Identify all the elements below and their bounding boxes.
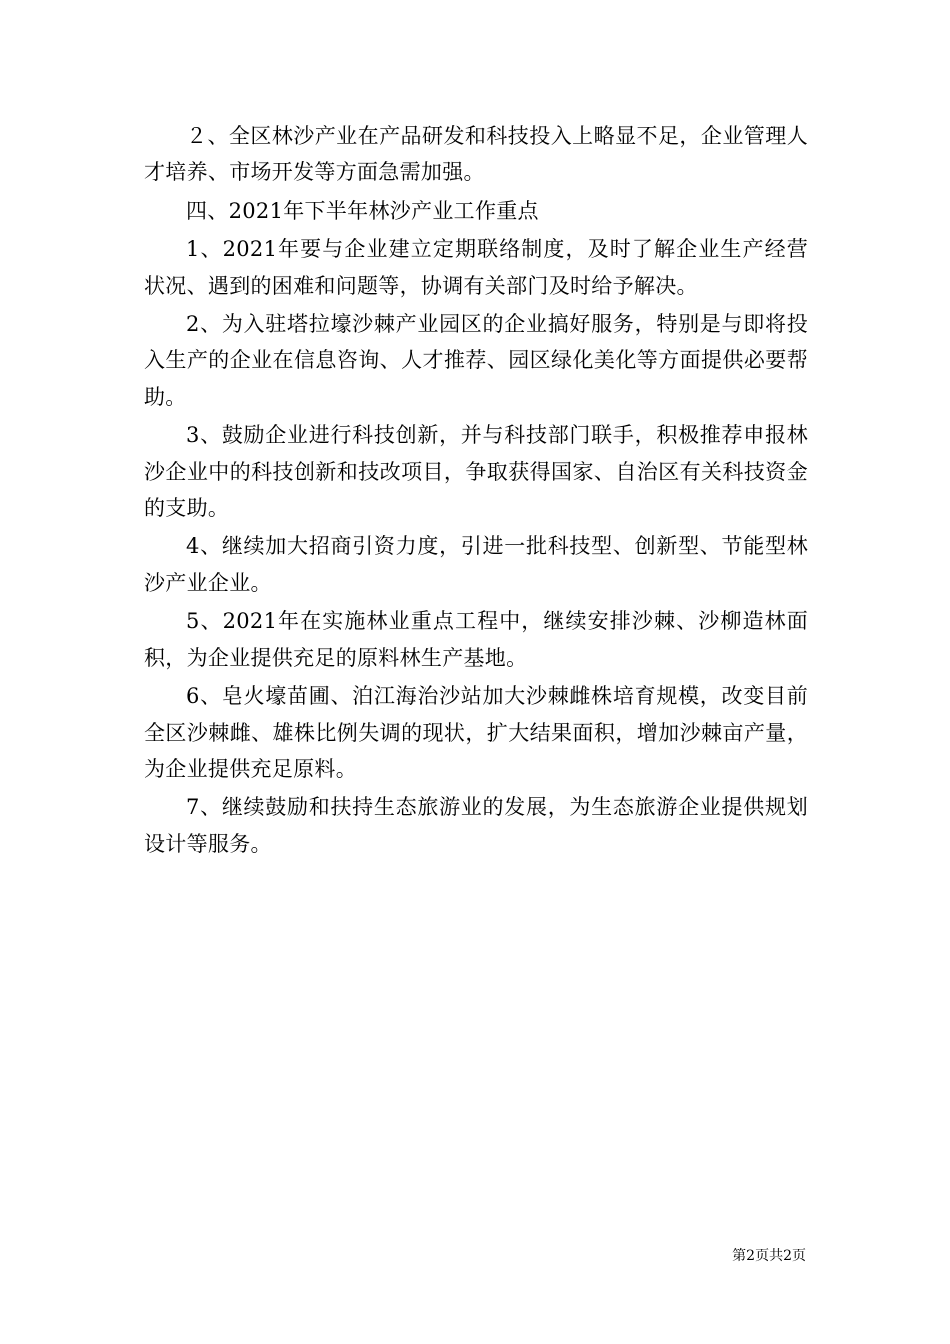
paragraph-priority-3: 3、鼓励企业进行科技创新，并与科技部门联手，积极推荐申报林沙企业中的科技创新和技改项目，争取获得国家、自治区有关科技资金的支助。 (144, 423, 808, 521)
paragraph-priority-6: 6、皂火壕苗圃、泊江海治沙站加大沙棘雌株培育规模，改变目前全区沙棘雌、雄株比例失调的现状，扩大结果面积，增加沙棘亩产量，为企业提供充足原料。 (144, 684, 808, 781)
paragraph-priority-4: 4、继续加大招商引资力度，引进一批科技型、创新型、节能型林沙产业企业。 (144, 534, 808, 595)
document-body (144, 118, 808, 864)
paragraph-issue-2: ２、全区林沙产业在产品研发和科技投入上略显不足，企业管理人才培养、市场开发等方面急需加强。 (144, 124, 808, 185)
paragraph-priority-5: 5、2021年在实施林业重点工程中，继续安排沙棘、沙柳造林面积，为企业提供充足的原料林生产基地。 (144, 609, 808, 670)
page-number-footer: 第2页共2页 (732, 1248, 806, 1264)
section-heading-work-priorities: 四、2021年下半年林沙产业工作重点 (186, 198, 539, 223)
paragraph-priority-2: 2、为入驻塔拉壕沙棘产业园区的企业搞好服务，特别是与即将投入生产的企业在信息咨询、人才推荐、园区绿化美化等方面提供必要帮助。 (144, 312, 808, 409)
paragraph-priority-7: 7、继续鼓励和扶持生态旅游业的发展，为生态旅游企业提供规划设计等服务。 (144, 795, 808, 856)
paragraph-priority-1: 1、2021年要与企业建立定期联络制度，及时了解企业生产经营状况、遇到的困难和问题等，协调有关部门及时给予解决。 (144, 237, 808, 298)
